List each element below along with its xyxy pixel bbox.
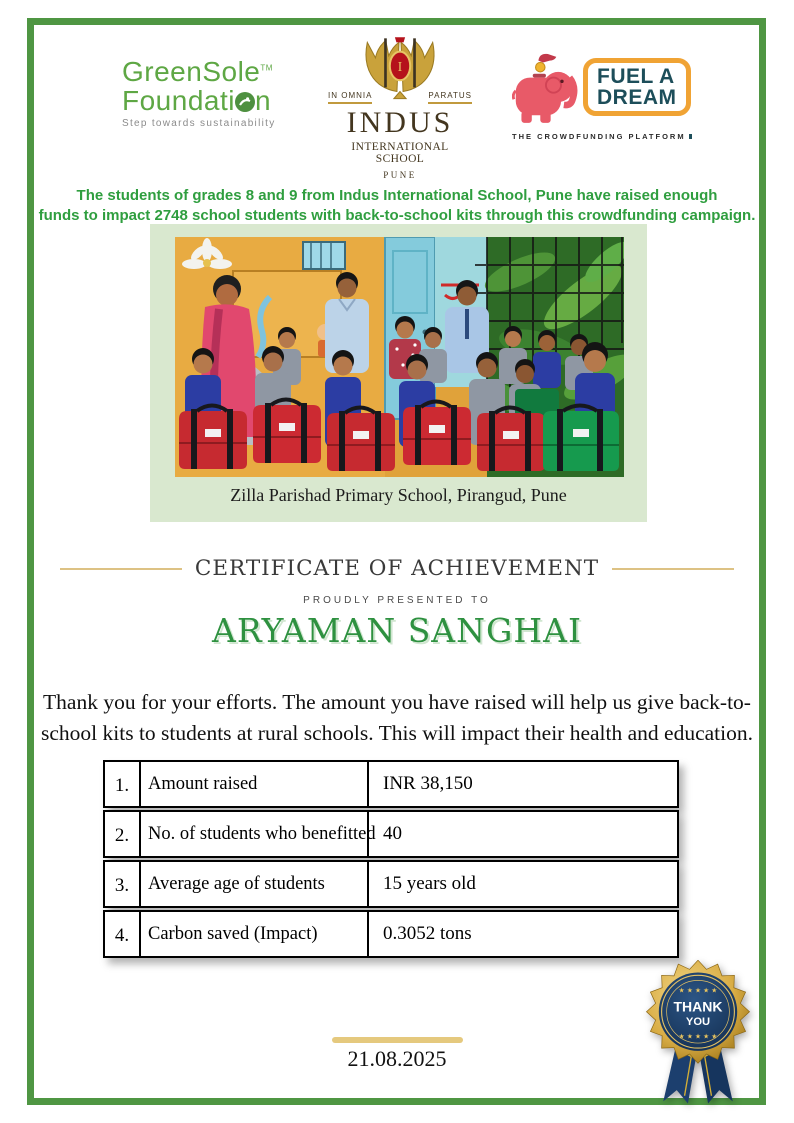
indus-subtitle: INTERNATIONAL SCHOOL <box>351 141 449 165</box>
row-number: 2. <box>105 812 141 856</box>
photo-caption: Zilla Parishad Primary School, Pirangud, Pune <box>230 485 567 505</box>
fueladream-tagline <box>512 132 692 141</box>
indus-city: PUNE <box>383 170 417 180</box>
row-number: 1. <box>105 762 141 806</box>
greensole-name <box>122 58 302 87</box>
table-row <box>103 910 679 958</box>
indus-motto-right: PARATUS <box>428 91 472 104</box>
row-label: Amount raised <box>141 762 369 806</box>
badge-thank: THANK <box>673 998 723 1015</box>
svg-text:I: I <box>397 59 403 75</box>
table-row <box>103 810 679 858</box>
greensole-logo <box>122 58 302 129</box>
row-value: INR 38,150 <box>383 773 473 794</box>
thank-you-badge <box>642 960 754 1106</box>
badge-stars-top: ★ ★ ★ ★ ★ <box>678 986 718 995</box>
fueladream-elephant-icon <box>512 48 578 126</box>
fueladream-logo <box>512 48 692 141</box>
gold-rule-left <box>60 568 182 570</box>
row-label: Carbon saved (Impact) <box>141 912 369 956</box>
badge-you: YOU <box>685 1016 711 1029</box>
recipient-name: ARYAMAN SANGHAI <box>211 611 583 650</box>
row-number: 4. <box>105 912 141 956</box>
row-value: 15 years old <box>383 873 476 894</box>
indus-motto-left: IN OMNIA <box>328 91 372 104</box>
fueladream-top <box>512 48 692 126</box>
certificate-body-line1: Thank you for your efforts. The amount you have raised will help us give back-to- <box>43 689 751 714</box>
row-value: 0.3052 tons <box>383 923 472 944</box>
date: 21.08.2025 <box>347 1046 447 1071</box>
row-label: Average age of students <box>141 862 369 906</box>
photo-frame <box>150 224 647 522</box>
certificate-heading-row <box>0 556 794 581</box>
intro-paragraph <box>30 186 764 226</box>
presented-to-label: PROUDLY PRESENTED TO <box>303 595 491 606</box>
impact-table <box>103 760 679 960</box>
date-gold-rule <box>332 1037 463 1043</box>
certificate-body-line2: school kits to students at rural schools. This will impact their health and education. <box>41 720 753 745</box>
fueladream-line1: FUEL A <box>597 64 675 88</box>
fueladream-wordmark <box>583 58 691 117</box>
indus-logo <box>328 36 472 180</box>
greensole-shoe-icon <box>235 92 255 112</box>
greensole-name-text: GreenSole <box>122 56 261 87</box>
row-number: 3. <box>105 862 141 906</box>
certificate-body <box>0 687 794 749</box>
fueladream-tagline-square <box>689 134 692 139</box>
greensole-foundation-right: n <box>254 84 272 116</box>
badge-stars-bottom: ★ ★ ★ ★ ★ <box>678 1032 718 1041</box>
indus-name: INDUS <box>346 106 454 139</box>
greensole-foundation-left: Foundati <box>122 84 235 116</box>
row-value: 40 <box>383 823 402 844</box>
row-label: No. of students who benefitted <box>141 812 369 856</box>
table-row <box>103 860 679 908</box>
greensole-tm: TM <box>260 63 273 73</box>
greensole-tagline: Step towards sustainability <box>122 118 276 130</box>
intro-line1: The students of grades 8 and 9 from Indus International School, Pune have raised enough <box>76 187 718 204</box>
table-row <box>103 760 679 808</box>
fueladream-tagline-text: THE CROWDFUNDING PLATFORM <box>512 132 686 141</box>
intro-line2: funds to impact 2748 school students with back-to-school kits through this crowdfunding campaign. <box>38 207 756 224</box>
greensole-foundation <box>122 84 302 116</box>
fueladream-line2: DREAM <box>597 86 677 109</box>
gold-rule-right <box>612 568 734 570</box>
certificate-heading: CERTIFICATE OF ACHIEVEMENT <box>194 556 600 581</box>
school-group-photo <box>175 237 624 477</box>
